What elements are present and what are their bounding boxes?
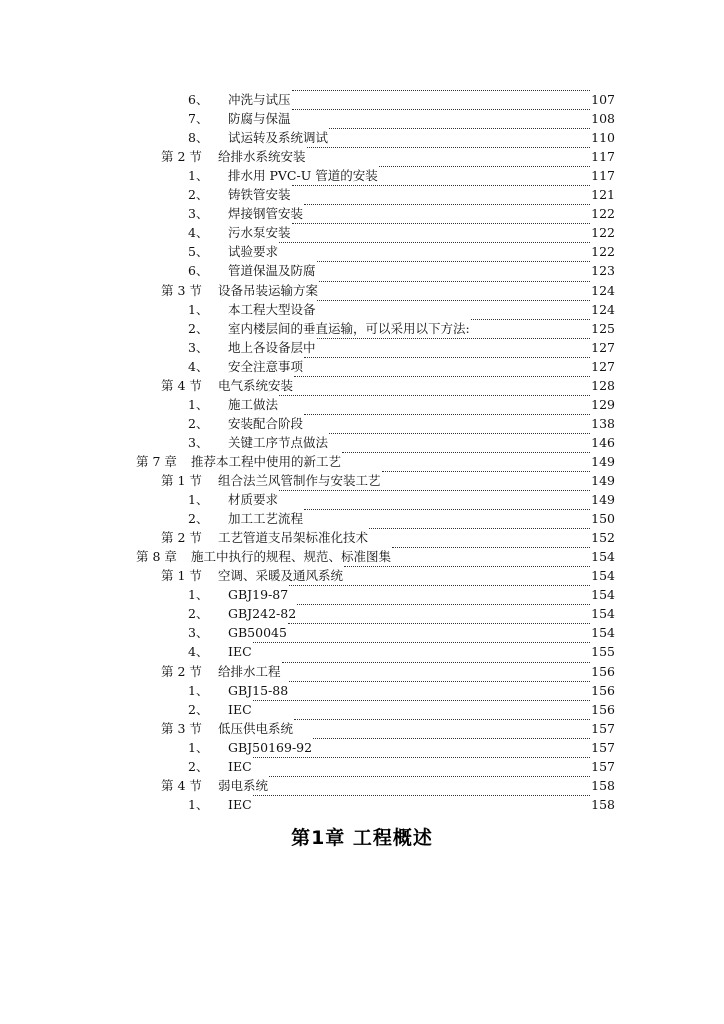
toc-entry-number: 5、 xyxy=(188,244,209,260)
toc-entry[interactable] xyxy=(0,471,724,490)
toc-entry-number: 2、 xyxy=(188,415,209,431)
toc-entry-page-number: 138 xyxy=(591,415,615,431)
toc-dot-leader xyxy=(317,338,590,339)
toc-entry-title: 排水用 PVC-U 管道的安装 xyxy=(228,168,378,184)
toc-entry-page-number: 154 xyxy=(591,587,615,603)
toc-entry-number: 3、 xyxy=(188,206,209,222)
toc-entry-number: 1、 xyxy=(188,492,209,508)
toc-entry-page-number: 154 xyxy=(591,568,615,584)
toc-entry[interactable] xyxy=(0,566,724,585)
toc-dot-leader xyxy=(292,109,590,110)
toc-entry[interactable] xyxy=(0,395,724,414)
toc-entry-title: GB50045 xyxy=(228,625,287,641)
toc-entry-page-number: 107 xyxy=(591,92,615,107)
toc-entry[interactable] xyxy=(0,414,724,433)
toc-entry-page-number: 123 xyxy=(591,263,615,279)
toc-entry[interactable] xyxy=(0,623,724,642)
toc-entry-title: 室内楼层间的垂直运输，可以采用以下方法: xyxy=(228,320,470,336)
toc-dot-leader xyxy=(292,90,590,91)
toc-entry-page-number: 156 xyxy=(591,701,615,717)
toc-dot-leader xyxy=(292,185,590,186)
toc-entry[interactable] xyxy=(0,166,724,185)
toc-entry-page-number: 156 xyxy=(591,663,615,679)
toc-entry-title: IEC xyxy=(228,796,252,812)
toc-dot-leader xyxy=(282,662,590,663)
toc-entry[interactable] xyxy=(0,776,724,795)
toc-dot-leader xyxy=(269,776,590,777)
toc-entry-number: 第 2 节 xyxy=(161,530,202,546)
toc-entry-number: 1、 xyxy=(188,168,209,184)
toc-entry[interactable] xyxy=(0,700,724,719)
toc-dot-leader xyxy=(297,604,590,605)
toc-entry-page-number: 122 xyxy=(591,225,615,241)
toc-entry[interactable] xyxy=(0,662,724,681)
toc-entry[interactable] xyxy=(0,490,724,509)
toc-dot-leader xyxy=(382,471,590,472)
toc-entry-title: 加工工艺流程 xyxy=(228,511,304,527)
toc-dot-leader xyxy=(253,795,590,796)
toc-entry[interactable] xyxy=(0,223,724,242)
toc-entry[interactable] xyxy=(0,185,724,204)
toc-entry-title: 电气系统安装 xyxy=(218,377,294,393)
toc-entry-page-number: 152 xyxy=(591,530,615,546)
toc-entry[interactable] xyxy=(0,128,724,147)
toc-dot-leader xyxy=(292,223,590,224)
toc-entry-title: 铸铁管安装 xyxy=(228,187,291,203)
toc-entry-page-number: 117 xyxy=(591,149,615,165)
toc-entry-number: 第 2 节 xyxy=(161,663,202,679)
toc-entry[interactable] xyxy=(0,738,724,757)
toc-entry-page-number: 146 xyxy=(591,434,615,450)
toc-entry-number: 第 4 节 xyxy=(161,777,202,793)
toc-dot-leader xyxy=(307,147,590,148)
toc-entry-page-number: 157 xyxy=(591,720,615,736)
toc-dot-leader xyxy=(304,509,590,510)
toc-entry-number: 第 1 节 xyxy=(161,568,202,584)
toc-entry-number: 3、 xyxy=(188,434,209,450)
toc-entry-title: 管道保温及防腐 xyxy=(228,263,316,279)
toc-entry-title: GBJ15-88 xyxy=(228,682,289,698)
toc-entry-title: GBJ242-82 xyxy=(228,606,297,622)
toc-entry-page-number: 149 xyxy=(591,453,615,469)
toc-entry-page-number: 127 xyxy=(591,358,615,374)
toc-entry-number: 3、 xyxy=(188,625,209,641)
toc-entry-title: 设备吊装运输方案 xyxy=(218,282,319,298)
toc-entry-title: 空调、采暖及通风系统 xyxy=(218,568,344,584)
toc-entry-page-number: 121 xyxy=(591,187,615,203)
toc-dot-leader xyxy=(304,204,590,205)
toc-entry-number: 2、 xyxy=(188,758,209,774)
toc-entry-title: IEC xyxy=(228,701,252,717)
toc-entry[interactable] xyxy=(0,204,724,223)
toc-entry[interactable] xyxy=(0,452,724,471)
toc-dot-leader xyxy=(342,452,590,453)
toc-dot-leader xyxy=(253,642,590,643)
toc-entry-title: 关键工序节点做法 xyxy=(228,434,329,450)
toc-dot-leader xyxy=(279,490,590,491)
toc-entry-number: 3、 xyxy=(188,339,209,355)
toc-entry[interactable] xyxy=(0,281,724,300)
toc-entry-title: 推荐本工程中使用的新工艺 xyxy=(191,453,342,469)
toc-entry-page-number: 155 xyxy=(591,644,615,660)
toc-entry[interactable] xyxy=(0,547,724,566)
toc-dot-leader xyxy=(288,623,590,624)
toc-entry-page-number: 154 xyxy=(591,625,615,641)
toc-entry-number: 4、 xyxy=(188,358,209,374)
toc-entry-number: 6、 xyxy=(188,263,209,279)
toc-entry-title: IEC xyxy=(228,644,252,660)
toc-dot-leader xyxy=(319,281,590,282)
toc-entry[interactable] xyxy=(0,300,724,319)
toc-entry-page-number: 158 xyxy=(591,777,615,793)
toc-entry-title: 冲洗与试压 xyxy=(228,92,291,107)
toc-entry-number: 4、 xyxy=(188,225,209,241)
toc-entry-number: 1、 xyxy=(188,396,209,412)
toc-entry-number: 2、 xyxy=(188,511,209,527)
toc-dot-leader xyxy=(471,319,590,320)
toc-entry-page-number: 124 xyxy=(591,301,615,317)
toc-entry-page-number: 108 xyxy=(591,111,615,127)
toc-dot-leader xyxy=(289,585,590,586)
toc-entry-page-number: 157 xyxy=(591,758,615,774)
toc-entry-title: 给排水工程 xyxy=(218,663,281,679)
toc-entry-title: 污水泵安装 xyxy=(228,225,291,241)
toc-entry[interactable] xyxy=(0,528,724,547)
toc-entry[interactable] xyxy=(0,319,724,338)
toc-entry[interactable] xyxy=(0,719,724,738)
toc-entry-number: 第 4 节 xyxy=(161,377,202,393)
toc-entry[interactable] xyxy=(0,338,724,357)
toc-entry-page-number: 125 xyxy=(591,320,615,336)
toc-dot-leader xyxy=(344,566,590,567)
toc-entry-number: 第 3 节 xyxy=(161,720,202,736)
toc-dot-leader xyxy=(279,395,590,396)
toc-dot-leader xyxy=(294,719,590,720)
toc-entry-page-number: 154 xyxy=(591,606,615,622)
toc-dot-leader xyxy=(289,681,590,682)
toc-entry[interactable] xyxy=(0,357,724,376)
toc-dot-leader xyxy=(329,128,590,129)
toc-entry-title: 施工中执行的规程、规范、标准图集 xyxy=(191,549,392,565)
toc-entry[interactable] xyxy=(0,109,724,128)
toc-entry-title: 施工做法 xyxy=(228,396,279,412)
toc-dot-leader xyxy=(294,376,590,377)
toc-entry-number: 第 3 节 xyxy=(161,282,202,298)
chapter-heading: 第1章 工程概述 xyxy=(291,827,433,849)
toc-entry-number: 1、 xyxy=(188,739,209,755)
toc-entry-number: 第 8 章 xyxy=(136,549,177,565)
toc-entry[interactable] xyxy=(0,757,724,776)
toc-entry-number: 8、 xyxy=(188,130,209,146)
toc-entry-number: 第 1 节 xyxy=(161,473,202,488)
toc-entry-title: GBJ50169-92 xyxy=(228,739,313,755)
toc-entry-page-number: 154 xyxy=(591,549,615,565)
toc-entry-number: 2、 xyxy=(188,606,209,622)
toc-entry-page-number: 150 xyxy=(591,511,615,527)
toc-entry-title: 防腐与保温 xyxy=(228,111,291,127)
toc-dot-leader xyxy=(329,433,590,434)
toc-entry[interactable] xyxy=(0,604,724,623)
toc-entry-title: 地上各设备层中 xyxy=(228,339,316,355)
toc-dot-leader xyxy=(279,242,590,243)
toc-entry-number: 1、 xyxy=(188,796,209,812)
toc-entry[interactable] xyxy=(0,795,724,814)
toc-entry-number: 第 7 章 xyxy=(136,453,177,469)
toc-entry-number: 1、 xyxy=(188,682,209,698)
toc-entry-title: IEC xyxy=(228,758,252,774)
toc-entry-page-number: 127 xyxy=(591,339,615,355)
toc-dot-leader xyxy=(317,261,590,262)
toc-entry-title: 组合法兰风管制作与安装工艺 xyxy=(218,473,381,488)
toc-entry-title: 低压供电系统 xyxy=(218,720,294,736)
toc-entry-title: 本工程大型设备 xyxy=(228,301,316,317)
toc-dot-leader xyxy=(304,357,590,358)
toc-entry-title: 材质要求 xyxy=(228,492,279,508)
toc-entry-number: 1、 xyxy=(188,587,209,603)
toc-entry-title: 焊接钢管安装 xyxy=(228,206,304,222)
toc-entry-page-number: 110 xyxy=(591,130,615,146)
toc-entry[interactable] xyxy=(0,585,724,604)
toc-entry-page-number: 124 xyxy=(591,282,615,298)
toc-entry-title: 给排水系统安装 xyxy=(218,149,306,165)
toc-entry[interactable] xyxy=(0,261,724,280)
toc-entry-number: 2、 xyxy=(188,701,209,717)
toc-entry-page-number: 129 xyxy=(591,396,615,412)
toc-entry-page-number: 149 xyxy=(591,473,615,488)
toc-entry-page-number: 122 xyxy=(591,244,615,260)
toc-entry-title: 安全注意事项 xyxy=(228,358,304,374)
toc-dot-leader xyxy=(392,547,590,548)
toc-entry-number: 第 2 节 xyxy=(161,149,202,165)
toc-entry-number: 6、 xyxy=(188,92,209,107)
toc-entry-page-number: 149 xyxy=(591,492,615,508)
toc-entry[interactable] xyxy=(0,90,724,109)
toc-entry-title: GBJ19-87 xyxy=(228,587,289,603)
toc-entry-number: 7、 xyxy=(188,111,209,127)
toc-entry-title: 弱电系统 xyxy=(218,777,269,793)
toc-entry-number: 4、 xyxy=(188,644,209,660)
toc-entry-page-number: 122 xyxy=(591,206,615,222)
toc-entry-title: 试验要求 xyxy=(228,244,279,260)
toc-entry[interactable] xyxy=(0,433,724,452)
toc-entry[interactable] xyxy=(0,509,724,528)
toc-dot-leader xyxy=(304,414,590,415)
toc-dot-leader xyxy=(253,700,590,701)
toc-entry-title: 工艺管道支吊架标准化技术 xyxy=(218,530,369,546)
toc-dot-leader xyxy=(379,166,590,167)
toc-entry[interactable] xyxy=(0,376,724,395)
toc-entry-page-number: 117 xyxy=(591,168,615,184)
toc-entry-number: 2、 xyxy=(188,320,209,336)
toc-dot-leader xyxy=(253,757,590,758)
toc-entry-title: 试运转及系统调试 xyxy=(228,130,329,146)
toc-entry[interactable] xyxy=(0,242,724,261)
toc-entry-number: 1、 xyxy=(188,301,209,317)
toc-dot-leader xyxy=(313,738,590,739)
toc-entry[interactable] xyxy=(0,147,724,166)
toc-dot-leader xyxy=(317,300,590,301)
toc-entry-page-number: 158 xyxy=(591,796,615,812)
toc-entry-page-number: 156 xyxy=(591,682,615,698)
toc-entry-title: 安装配合阶段 xyxy=(228,415,304,431)
toc-entry-page-number: 128 xyxy=(591,377,615,393)
toc-dot-leader xyxy=(369,528,590,529)
toc-entry-page-number: 157 xyxy=(591,739,615,755)
toc-entry[interactable] xyxy=(0,642,724,661)
toc-entry-number: 2、 xyxy=(188,187,209,203)
toc-entry[interactable] xyxy=(0,681,724,700)
